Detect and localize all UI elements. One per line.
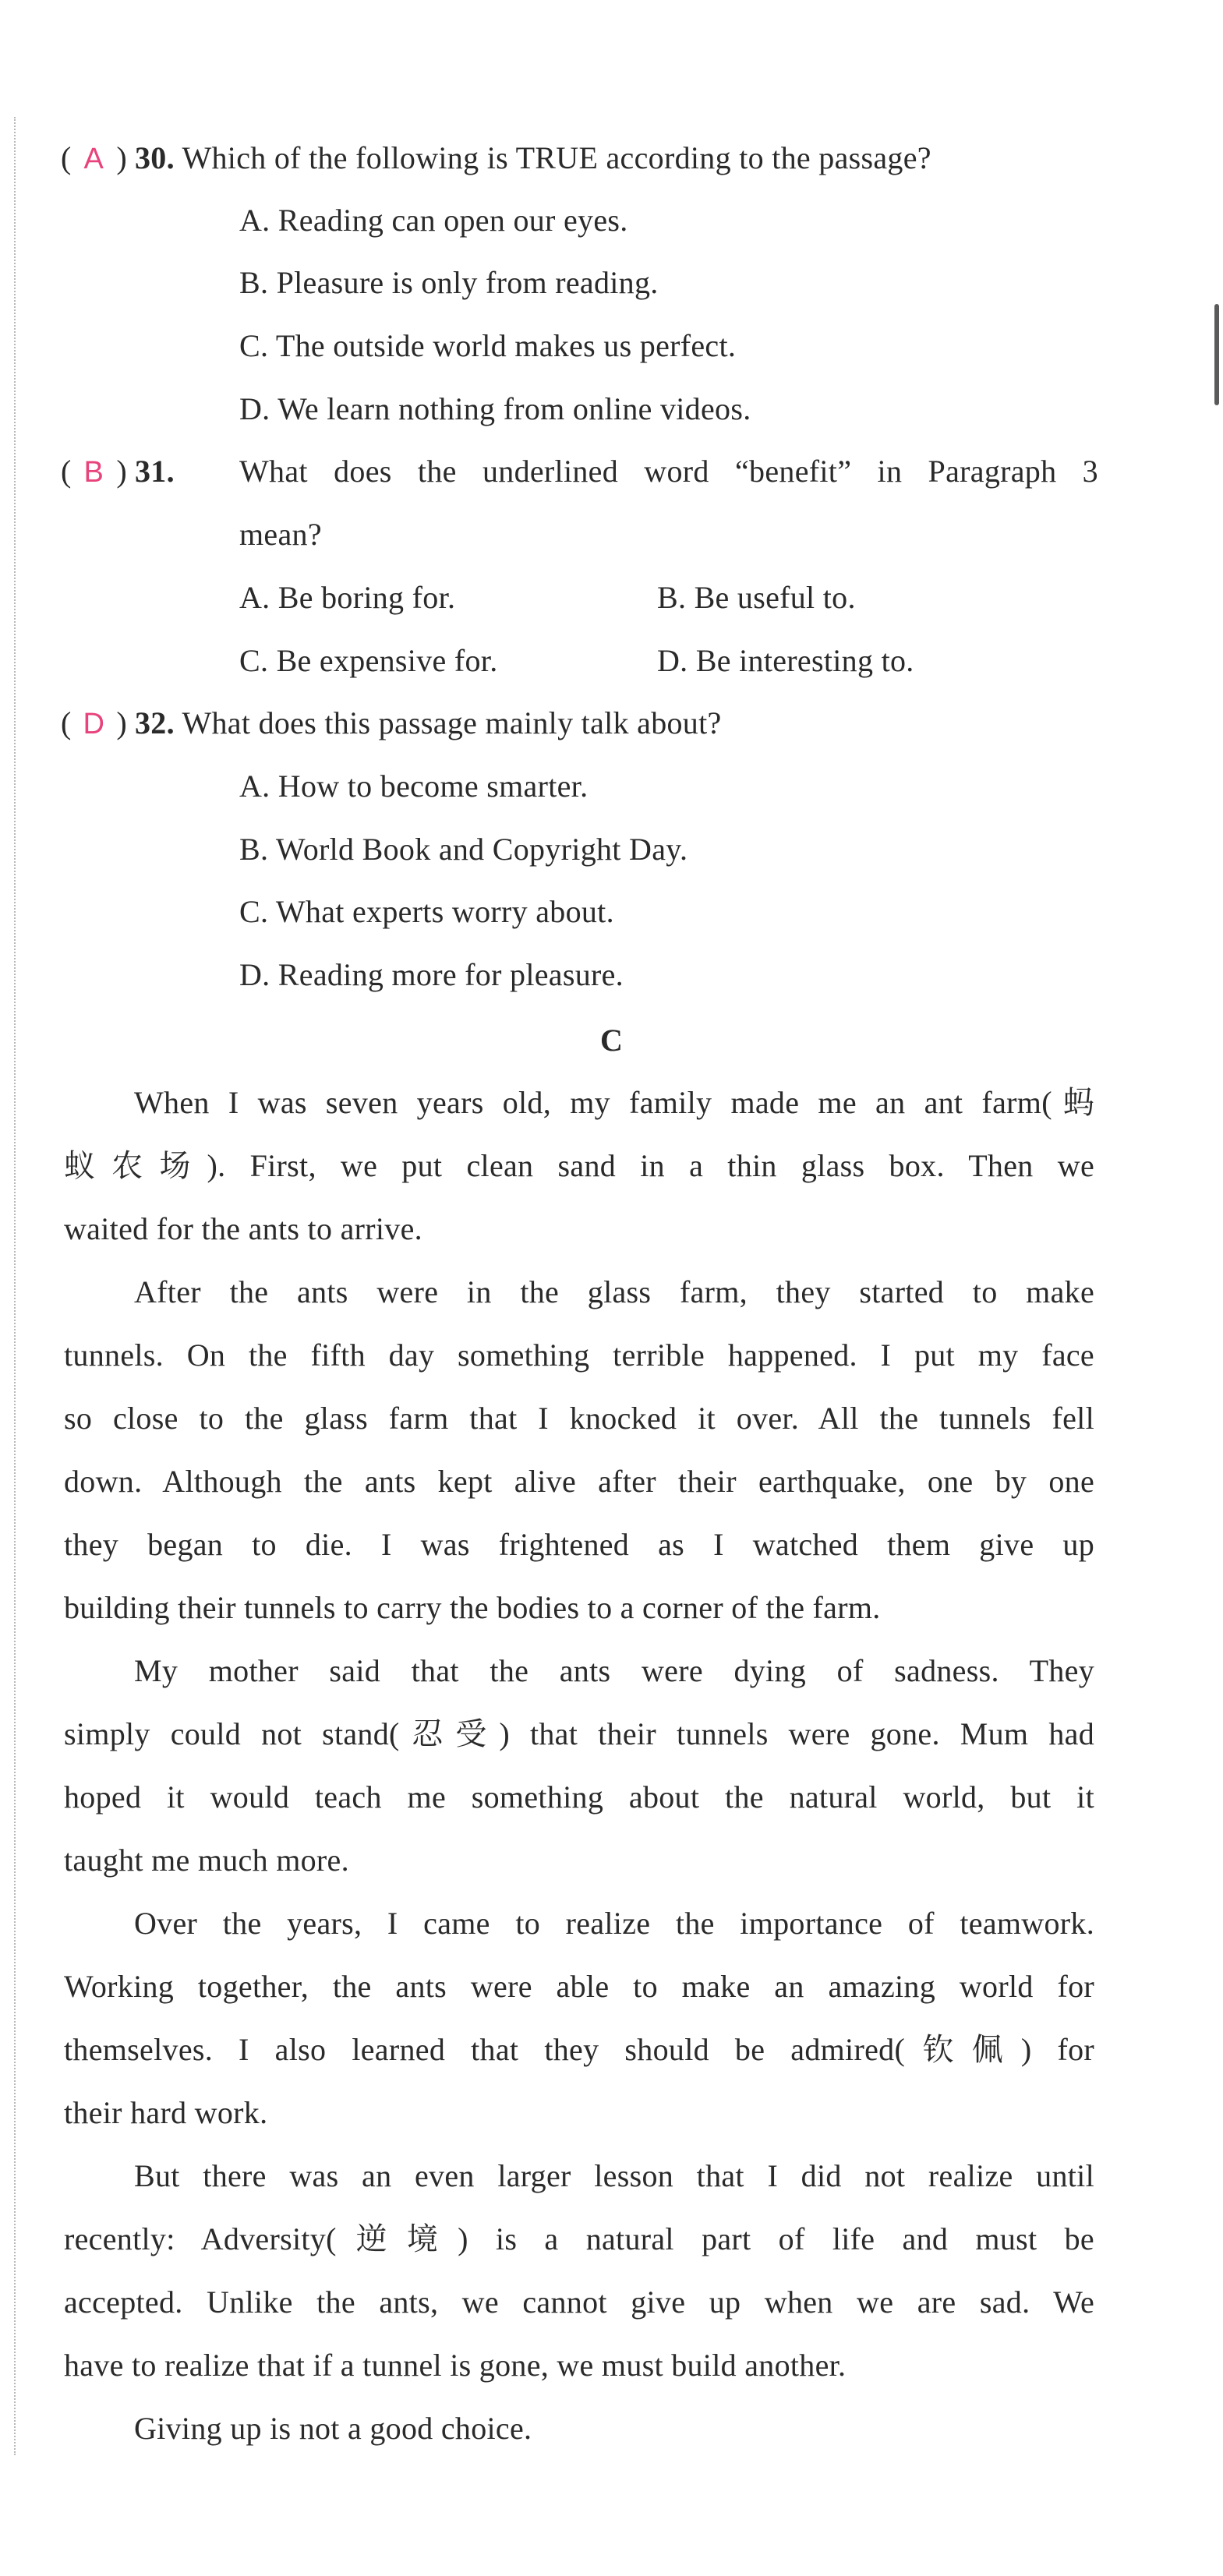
paragraph-1-line-2: 蚁农场). First, we put clean sand in a thin glass box. Then we	[64, 1148, 1094, 1183]
paragraph-5-line-2: recently: Adversity(逆境) is a natural part of life and must be	[64, 2221, 1094, 2256]
paragraph-2-line-1: After the ants were in the glass farm, they started to make	[134, 1274, 1094, 1309]
question-number-31: 31.	[134, 454, 175, 489]
answer-31: B	[83, 456, 104, 489]
paragraph-4-line-2: Working together, the ants were able to make an amazing world for	[64, 1969, 1094, 2004]
page-edge-mark	[1214, 304, 1219, 405]
question-number-30: 30.	[134, 140, 175, 175]
paragraph-2-line-4: down. Although the ants kept alive after their earthquake, one by one	[64, 1464, 1094, 1499]
paragraph-3-line-4: taught me much more.	[64, 1843, 349, 1878]
option-31-c: C. Be expensive for.	[239, 643, 498, 678]
option-32-b: B. World Book and Copyright Day.	[239, 832, 688, 867]
answer-paren-close: )	[116, 140, 127, 175]
question-stem-30: Which of the following is TRUE according to the passage?	[182, 140, 931, 175]
answer-30: A	[83, 143, 104, 175]
option-32-c: C. What experts worry about.	[239, 894, 614, 929]
paragraph-3-line-1: My mother said that the ants were dying of sadness. They	[134, 1653, 1094, 1688]
paragraph-3-line-3: hoped it would teach me something about the natural world, but it	[64, 1779, 1094, 1815]
paragraph-4-line-1: Over the years, I came to realize the importance of teamwork.	[134, 1906, 1094, 1941]
option-30-a: A. Reading can open our eyes.	[239, 203, 628, 238]
answer-32: D	[83, 708, 105, 740]
option-31-a: A. Be boring for.	[239, 580, 456, 615]
option-30-c: C. The outside world makes us perfect.	[239, 328, 737, 363]
option-31-b: B. Be useful to.	[657, 580, 856, 615]
paragraph-4-line-3: themselves. I also learned that they should be admired(钦佩) for	[64, 2032, 1094, 2067]
question-stem-31-line1: What does the underlined word “benefit” in Paragraph 3	[239, 454, 1098, 489]
paragraph-3-line-2: simply could not stand(忍受) that their tunnels were gone. Mum had	[64, 1716, 1094, 1751]
paragraph-6-line-1: Giving up is not a good choice.	[134, 2411, 532, 2446]
question-stem-31-line2: mean?	[239, 517, 322, 552]
paragraph-2-line-5: they began to die. I was frightened as I watched them give up	[64, 1527, 1094, 1562]
option-31-d: D. Be interesting to.	[657, 643, 914, 678]
option-32-a: A. How to become smarter.	[239, 769, 589, 804]
paragraph-2-line-6: building their tunnels to carry the bodies to a corner of the farm.	[64, 1590, 881, 1625]
answer-paren-open: (	[61, 140, 72, 175]
question-number-32: 32.	[134, 705, 175, 740]
paragraph-5-line-4: have to realize that if a tunnel is gone, we must build another.	[64, 2348, 847, 2383]
question-32: ( D ) 32. What does this passage mainly talk about?	[61, 704, 722, 744]
paragraph-5-line-3: accepted. Unlike the ants, we cannot give up when we are sad. We	[64, 2284, 1094, 2320]
question-stem-32: What does this passage mainly talk about?	[182, 705, 722, 740]
option-30-d: D. We learn nothing from online videos.	[239, 391, 751, 426]
paragraph-2-line-3: so close to the glass farm that I knocked it over. All the tunnels fell	[64, 1401, 1094, 1436]
option-32-d: D. Reading more for pleasure.	[239, 957, 624, 992]
binding-margin-rule	[14, 117, 16, 2455]
paragraph-1-line-3: waited for the ants to arrive.	[64, 1211, 422, 1246]
section-title-c: C	[600, 1023, 623, 1058]
paragraph-4-line-4: their hard work.	[64, 2095, 268, 2130]
paragraph-5-line-1: But there was an even larger lesson that I did not realize until	[134, 2158, 1094, 2193]
question-31: ( B ) 31.	[61, 452, 175, 492]
question-30	[61, 139, 931, 178]
paragraph-2-line-2: tunnels. On the fifth day something terrible happened. I put my face	[64, 1337, 1094, 1373]
paragraph-1-line-1: When I was seven years old, my family made me an ant farm(蚂	[134, 1085, 1094, 1120]
option-30-b: B. Pleasure is only from reading.	[239, 265, 659, 300]
